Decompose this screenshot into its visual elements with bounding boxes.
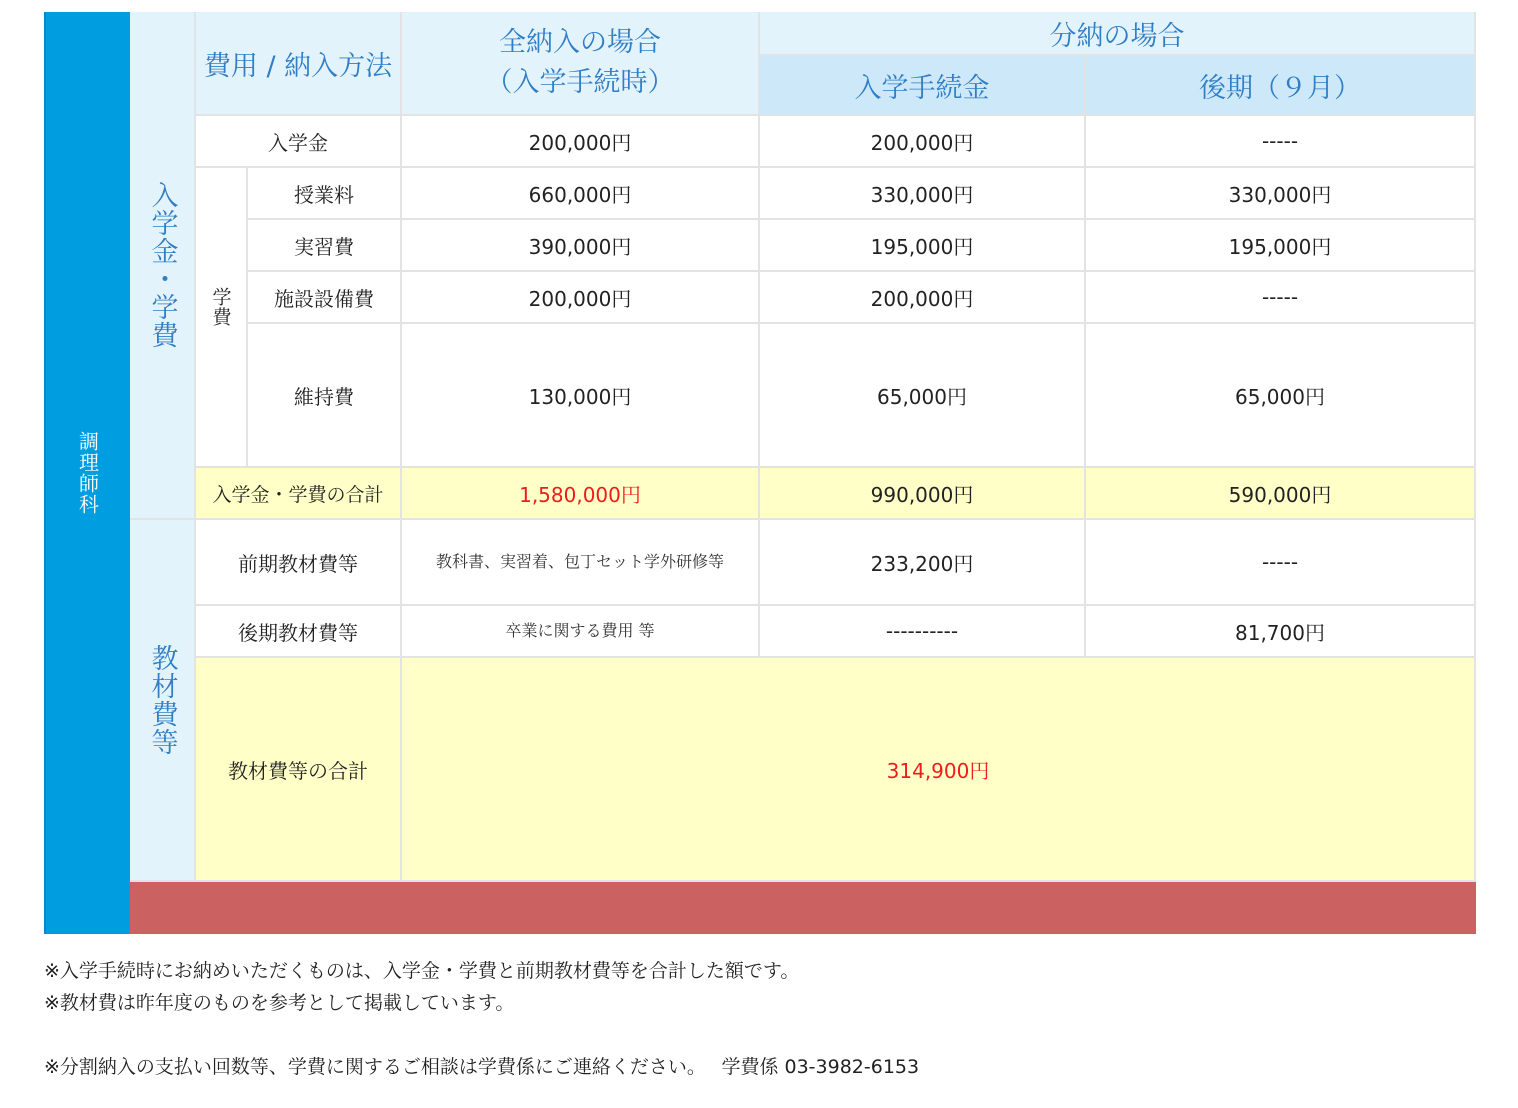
row-admission-latter: -----	[1086, 116, 1476, 168]
header-enroll-fee: 入学手続金	[760, 56, 1086, 116]
row-label-practice: 実習費	[248, 220, 402, 272]
row-label-maintenance: 維持費	[248, 324, 402, 468]
note-line3: ※分割納入の支払い回数等、学費に関するご相談は学費係にご連絡ください。 学費係 03-3982-6153	[44, 1056, 920, 1078]
row-admission-enroll: 200,000円	[760, 116, 1086, 168]
note-line1: ※入学手続時にお納めいただくものは、入学金・学費と前期教材費等を合計した額です。	[44, 960, 800, 982]
header-full-line1: 全納入の場合	[499, 27, 661, 58]
department-label: 調理師科	[44, 12, 130, 934]
row-materials-latter-latter: 81,700円	[1086, 606, 1476, 658]
tuition-total-enroll: 990,000円	[760, 468, 1086, 520]
row-materials-first-enroll: 233,200円	[760, 520, 1086, 606]
row-label-materials-first: 前期教材費等	[196, 520, 402, 606]
row-tuition-enroll: 330,000円	[760, 168, 1086, 220]
header-latter: 後期（９月）	[1086, 56, 1476, 116]
row-materials-latter-enroll: ----------	[760, 606, 1086, 658]
tuition-total-full: 1,580,000円	[402, 468, 760, 520]
tuition-total-latter: 590,000円	[1086, 468, 1476, 520]
row-facility-enroll: 200,000円	[760, 272, 1086, 324]
section-materials-label: 教材費等	[130, 520, 196, 882]
row-admission-full: 200,000円	[402, 116, 760, 168]
row-practice-latter: 195,000円	[1086, 220, 1476, 272]
row-facility-latter: -----	[1086, 272, 1476, 324]
subgroup-gakuhi-label: 学費	[196, 168, 248, 468]
note-line2: ※教材費は昨年度のものを参考として掲載しています。	[44, 992, 515, 1014]
row-label-admission: 入学金	[196, 116, 402, 168]
tuition-total-label: 入学金・学費の合計	[196, 468, 402, 520]
row-tuition-full: 660,000円	[402, 168, 760, 220]
row-facility-full: 200,000円	[402, 272, 760, 324]
header-full-line2: （入学手続時）	[485, 67, 675, 98]
header-method: 費用 / 納入方法	[196, 12, 402, 116]
row-label-tuition: 授業料	[248, 168, 402, 220]
bottom-bar	[130, 882, 1476, 934]
materials-total-value: 314,900円	[402, 658, 1476, 882]
row-materials-first-latter: -----	[1086, 520, 1476, 606]
header-full-payment	[402, 12, 760, 116]
row-maintenance-latter: 65,000円	[1086, 324, 1476, 468]
row-tuition-latter: 330,000円	[1086, 168, 1476, 220]
row-maintenance-full: 130,000円	[402, 324, 760, 468]
row-practice-enroll: 195,000円	[760, 220, 1086, 272]
row-materials-latter-full: 卒業に関する費用 等	[402, 606, 760, 658]
row-materials-first-full: 教科書、実習着、包丁セット学外研修等	[402, 520, 760, 606]
row-practice-full: 390,000円	[402, 220, 760, 272]
header-installment: 分納の場合	[760, 12, 1476, 56]
section-tuition-label: 入学金・学費	[130, 12, 196, 520]
row-label-materials-latter: 後期教材費等	[196, 606, 402, 658]
materials-total-label: 教材費等の合計	[196, 658, 402, 882]
row-maintenance-enroll: 65,000円	[760, 324, 1086, 468]
row-label-facility: 施設設備費	[248, 272, 402, 324]
